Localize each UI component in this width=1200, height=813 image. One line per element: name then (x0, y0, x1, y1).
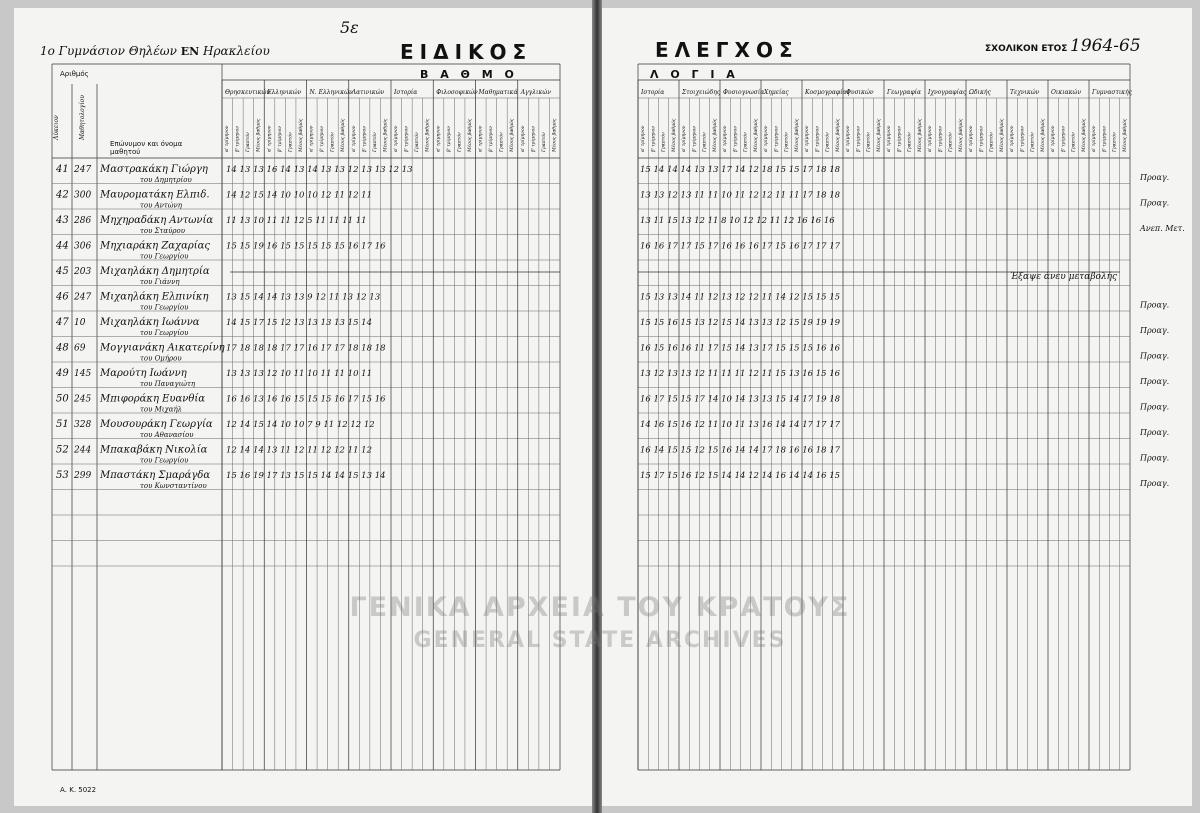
row-name-11: Μπακαβάκη Νικολία (100, 444, 208, 456)
right-subheader-11-1: β' τρίμηνον (1102, 126, 1108, 152)
left-subject-header-6: Μαθηματικά (478, 89, 518, 96)
right-subheader-11-3: Μέσος βαθμός (1122, 118, 1128, 152)
row-matholog-12: 299 (74, 471, 92, 481)
row-grades-right-5: 15 13 13 14 11 12 13 12 12 11 14 12 15 15 15 (640, 292, 841, 303)
row-note-11: Προαγ. (1140, 453, 1170, 463)
right-subheader-7-3: Μέσος βαθμός (958, 118, 964, 152)
right-subject-header-1: Στοιχειώδης (682, 89, 721, 96)
left-subheader-5-2: Γραπτόν (457, 132, 463, 152)
row-number-6: 47 (56, 317, 69, 328)
title-right: ΕΛΕΓΧΟΣ (655, 38, 799, 62)
row-name-12: Μπαστάκη Σμαράγδα (100, 470, 211, 481)
row-grades-right-9: 16 17 15 15 17 14 10 14 13 13 15 14 17 19 18 (640, 394, 841, 405)
right-subheader-11-0: α' τρίμηνον (1092, 125, 1097, 152)
row-grades-left-1: 14 12 15 14 10 10 10 12 11 12 11 (226, 190, 372, 201)
row-grades-right-2: 13 11 15 13 12 11 8 10 12 12 11 12 16 16 16 (640, 216, 835, 226)
row-name-8: Μαρούτη Ιωάννη (100, 368, 187, 379)
left-subject-header-4: Ιστορία (394, 89, 418, 96)
row-grades-right-12: 15 17 15 16 12 15 14 14 12 14 16 14 14 16 15 (640, 471, 841, 481)
right-subheader-6-2: Γραπτόν (907, 132, 913, 152)
col-lyceum: Λύκειον (53, 115, 60, 140)
right-subject-header-10: Οικιακών (1051, 89, 1082, 96)
row-number-0: 41 (56, 164, 69, 175)
right-subheader-5-0: α' τρίμηνον (846, 125, 851, 152)
right-subheader-8-2: Γραπτόν (989, 132, 995, 152)
row-father-12: του Κωνσταντίνου (140, 482, 207, 490)
left-subheader-2-0: α' τρίμηνον (309, 125, 315, 152)
watermark-english: GENERAL STATE ARCHIVES (413, 628, 787, 653)
right-subheader-10-2: Γραπτόν (1071, 132, 1077, 152)
title-left: ΕΙΔΙΚΟΣ (400, 40, 533, 64)
left-subheader-0-2: Γραπτόν (246, 132, 252, 152)
row-note-9: Προαγ. (1140, 402, 1170, 412)
row-grades-right-6: 15 15 16 15 13 12 15 14 13 13 12 15 19 19 19 (640, 318, 841, 328)
left-subheader-7-0: α' τρίμηνον (520, 125, 526, 152)
school-year: 1964-65 (1070, 36, 1141, 56)
row-grades-left-7: 17 18 18 18 17 17 16 17 17 18 18 18 (226, 343, 386, 354)
school-left-text: 1ο Γυμνάσιον Θηλέων (40, 44, 177, 58)
right-subheader-9-2: Γραπτόν (1030, 132, 1036, 152)
row-matholog-9: 245 (74, 394, 92, 405)
right-subject-header-4: Κοσμογραφίας (805, 89, 850, 96)
right-subject-header-3: Χημείας (764, 89, 789, 96)
row-grades-left-0: 14 13 13 16 14 13 14 13 13 12 13 13 12 13 (226, 165, 413, 175)
left-subheader-2-1: β' τρίμηνον (320, 126, 326, 152)
row-grades-left-3: 15 15 19 16 15 15 15 15 15 16 17 16 (226, 241, 386, 252)
right-subheader-10-1: β' τρίμηνον (1061, 126, 1067, 152)
right-subheader-0-2: Γραπτόν (661, 132, 667, 152)
left-subheader-4-0: α' τρίμηνον (394, 125, 399, 152)
row-matholog-3: 306 (74, 241, 92, 252)
row-note-10: Προαγ. (1140, 428, 1170, 437)
left-subheader-1-0: α' τρίμηνον (267, 125, 273, 152)
row-matholog-10: 328 (74, 420, 92, 430)
row-matholog-1: 300 (74, 190, 92, 201)
row-number-7: 48 (56, 342, 69, 354)
row-note-5: Προαγ. (1140, 300, 1170, 310)
row-father-8: του Παναγιώτη (140, 380, 196, 388)
row-name-4: Μιχαηλάκη Δημητρία (100, 266, 210, 277)
right-subject-header-9: Τεχνικών (1010, 89, 1040, 96)
left-subject-header-2: Ν. Ελληνικών (309, 89, 353, 96)
col-name: Επώνυμον και όνομα μαθητού (110, 140, 183, 156)
right-subheader-4-1: β' τρίμηνον (815, 126, 821, 152)
right-subject-header-5: Φυσικών (846, 89, 874, 96)
left-subject-header-1: Ελληνικών (267, 89, 302, 96)
row-name-10: Μουσουράκη Γεωργία (100, 419, 213, 430)
left-subheader-1-2: Γραπτόν (288, 132, 294, 152)
right-subheader-7-0: α' τρίμηνον (928, 125, 933, 152)
right-subject-header-6: Γεωγραφία (887, 89, 922, 96)
left-subheader-2-3: Μέσος βαθμός (341, 118, 347, 152)
mark-top: 5ε (340, 18, 359, 37)
right-subject-header-0: Ιστορία (641, 89, 665, 96)
right-subheader-3-3: Μέσος βαθμός (794, 118, 800, 152)
left-subheader-3-3: Μέσος βαθμός (383, 118, 389, 152)
col-matholog: Μαθητολογίου (79, 95, 86, 140)
right-subheader-6-3: Μέσος βαθμός (917, 118, 923, 152)
school-city-text: Ηρακλείου (202, 44, 270, 58)
right-subheader-9-0: α' τρίμηνον (1010, 125, 1015, 152)
row-grades-left-10: 12 14 15 14 10 10 7 9 11 12 12 12 (226, 420, 375, 430)
left-subheader-0-3: Μέσος βαθμός (256, 118, 262, 152)
left-subheader-6-2: Γραπτόν (499, 132, 505, 152)
right-subheader-9-1: β' τρίμηνον (1020, 126, 1026, 152)
left-subheader-1-3: Μέσος βαθμός (298, 118, 304, 152)
row-number-9: 50 (56, 393, 69, 405)
row-number-11: 52 (56, 444, 69, 456)
row-matholog-7: 69 (74, 343, 86, 354)
row-number-8: 49 (56, 368, 69, 379)
school-prep-text: ΕΝ (180, 45, 200, 58)
left-subheader-4-3: Μέσος βαθμός (425, 118, 431, 152)
watermark-greek: ΓΕΝΙΚΑ ΑΡΧΕΙΑ ΤΟΥ ΚΡΑΤΟΥΣ (349, 592, 851, 623)
row-grades-right-8: 13 12 13 13 12 11 11 11 12 11 15 13 16 15 16 (640, 369, 841, 379)
right-subheader-4-0: α' τρίμηνον (805, 125, 810, 152)
left-subheader-3-1: β' τρίμηνον (362, 126, 368, 152)
row-number-4: 45 (56, 266, 69, 277)
row-number-1: 42 (56, 189, 69, 201)
row-father-2: του Σταύρου (140, 227, 185, 235)
row-grades-left-2: 11 13 10 11 11 12 5 11 11 11 11 (226, 216, 367, 226)
row-name-3: Μηχιαράκη Ζαχαρίας (100, 240, 210, 252)
left-subheader-5-1: β' τρίμηνον (446, 126, 452, 152)
right-subheader-11-2: Γραπτόν (1112, 132, 1118, 152)
row-note-12: Προαγ. (1140, 479, 1170, 488)
right-subheader-2-2: Γραπτόν (743, 132, 749, 152)
right-subheader-1-0: α' τρίμηνον (682, 125, 687, 152)
left-subject-header-0: Θρησκευτικών (225, 89, 271, 96)
row-grades-right-10: 14 16 15 16 12 11 10 11 13 16 14 14 17 17 17 (640, 420, 841, 430)
row-grades-left-12: 15 16 19 17 13 15 15 14 14 15 13 14 (226, 471, 386, 481)
left-subheader-5-3: Μέσος βαθμός (467, 118, 473, 152)
row-name-7: Μογγιανάκη Αικατερίνη (100, 342, 225, 354)
right-subheader-2-3: Μέσος βαθμός (753, 118, 759, 152)
right-subheader-7-2: Γραπτόν (948, 132, 954, 152)
row-father-0: του Δημητρίου (140, 176, 192, 184)
row-number-3: 44 (56, 240, 69, 252)
row-note-2: Ανεπ. Μετ. (1140, 224, 1185, 233)
right-subheader-8-1: β' τρίμηνον (979, 126, 985, 152)
row-name-6: Μιχαηλάκη Ιωάννα (100, 317, 200, 328)
row-grades-left-5: 13 15 14 14 13 13 9 12 11 13 12 13 (226, 292, 381, 303)
row-father-9: του Μιχαήλ (140, 405, 183, 414)
row-note-0: Προαγ. (1140, 173, 1170, 182)
row-grades-left-9: 16 16 13 16 16 15 15 15 16 17 15 16 (226, 394, 386, 405)
row-name-1: Μαυροματάκη Ελπιδ. (100, 189, 210, 201)
left-subject-header-3: Λατινικών (351, 89, 385, 96)
row-father-7: του Ομήρου (140, 354, 182, 363)
right-subheader-3-2: Γραπτόν (784, 132, 790, 152)
row-matholog-6: 10 (74, 318, 86, 328)
row-matholog-2: 286 (74, 216, 92, 226)
left-subheader-6-0: α' τρίμηνον (478, 125, 484, 152)
left-subheader-7-2: Γραπτόν (541, 132, 547, 152)
right-subheader-8-3: Μέσος βαθμός (999, 118, 1005, 152)
left-subheader-3-0: α' τρίμηνον (351, 125, 357, 152)
row-father-6: του Γεωργίου (140, 329, 189, 337)
row-father-5: του Γεωργίου (140, 303, 189, 312)
row-father-1: του Αντώνη (140, 201, 182, 210)
left-subheader-5-0: α' τρίμηνον (436, 125, 442, 152)
left-subheader-6-1: β' τρίμηνον (489, 126, 495, 152)
row-number-12: 53 (56, 470, 69, 481)
row-grades-right-0: 15 14 14 14 13 13 17 14 12 18 15 15 17 18 18 (640, 165, 841, 175)
section-vathmo: Β Α Θ Μ Ο (420, 68, 518, 81)
right-subheader-10-0: α' τρίμηνον (1051, 125, 1056, 152)
left-subheader-6-3: Μέσος βαθμός (510, 118, 516, 152)
right-subheader-5-2: Γραπτόν (866, 132, 872, 152)
left-subheader-2-2: Γραπτόν (330, 132, 336, 152)
right-subheader-1-3: Μέσος βαθμός (712, 118, 718, 152)
row-note-1: Προαγ. (1140, 198, 1170, 208)
right-subheader-7-1: β' τρίμηνον (938, 126, 944, 152)
right-subheader-3-1: β' τρίμηνον (774, 126, 780, 152)
row-grades-right-7: 16 15 16 16 11 17 15 14 13 17 15 15 15 16 16 (640, 343, 841, 354)
col-arithmos: Αριθμός (60, 70, 89, 78)
row-father-10: του Αθανασίου (140, 431, 194, 439)
row-grades-left-11: 12 14 14 13 11 12 11 12 12 11 12 (226, 445, 372, 456)
row-name-2: Μηχηραδάκη Αντωνία (100, 215, 214, 226)
row-father-3: του Γεωργίου (140, 252, 189, 261)
left-subheader-7-1: β' τρίμηνον (531, 126, 537, 152)
right-subheader-6-0: α' τρίμηνον (887, 125, 892, 152)
right-subheader-2-1: β' τρίμηνον (733, 126, 739, 152)
right-subheader-2-0: α' τρίμηνον (723, 125, 728, 152)
row-number-2: 43 (56, 215, 69, 226)
row-note-4: Έξαψε άνευ μεταβολής (1010, 272, 1118, 282)
right-subject-header-2: Φυσιογνωσία (723, 89, 765, 96)
right-subheader-6-1: β' τρίμηνον (897, 126, 903, 152)
row-matholog-11: 244 (74, 445, 92, 456)
row-father-4: του Γιάννη (140, 278, 180, 286)
right-subheader-1-1: β' τρίμηνον (692, 126, 698, 152)
right-subheader-0-3: Μέσος βαθμός (671, 118, 677, 152)
school-year-label: ΣΧΟΛΙΚΟΝ ΕΤΟΣ (985, 44, 1068, 54)
row-grades-left-8: 13 13 13 12 10 11 10 11 11 10 11 (226, 369, 372, 379)
left-subheader-7-3: Μέσος βαθμός (552, 118, 558, 152)
row-grades-right-3: 16 16 17 17 15 17 16 16 16 17 15 16 17 17 17 (640, 241, 841, 252)
row-matholog-4: 203 (74, 267, 92, 277)
right-subject-header-7: Ιχνογραφίας (928, 89, 967, 96)
right-subheader-5-3: Μέσος βαθμός (876, 118, 882, 152)
left-subheader-4-1: β' τρίμηνον (404, 126, 410, 152)
footer-code: Α. Κ. 5022 (60, 786, 97, 794)
row-name-0: Μαστρακάκη Γιώργη (100, 164, 208, 175)
row-name-9: Μπιφοράκη Ευανθία (100, 393, 206, 405)
row-grades-right-11: 16 14 15 15 12 15 16 14 14 17 18 16 16 18 17 (640, 445, 841, 456)
row-note-8: Προαγ. (1140, 377, 1170, 386)
row-number-10: 51 (56, 419, 69, 430)
row-grades-right-1: 13 13 12 13 11 11 10 11 12 12 11 11 17 18 18 (640, 190, 841, 201)
row-note-7: Προαγ. (1140, 351, 1170, 361)
right-subheader-9-3: Μέσος βαθμός (1040, 118, 1046, 152)
right-subheader-0-1: β' τρίμηνον (651, 126, 657, 152)
left-subheader-0-1: β' τρίμηνον (235, 126, 241, 152)
right-subheader-5-1: β' τρίμηνον (856, 126, 862, 152)
left-subject-header-5: Φιλοσοφικών (436, 89, 478, 96)
left-subheader-0-0: α' τρίμηνον (225, 125, 230, 152)
row-number-5: 46 (56, 291, 69, 303)
right-subheader-10-3: Μέσος βαθμός (1081, 118, 1087, 152)
row-matholog-0: 247 (74, 165, 92, 175)
row-matholog-5: 247 (74, 292, 92, 303)
left-subject-header-7: Αγγλικών (520, 89, 551, 96)
row-grades-left-6: 14 15 17 15 12 13 13 13 13 15 14 (226, 318, 372, 328)
right-subheader-0-0: α' τρίμηνον (641, 125, 646, 152)
right-subheader-8-0: α' τρίμηνον (969, 125, 974, 152)
left-subheader-1-1: β' τρίμηνον (277, 126, 283, 152)
row-father-11: του Γεωργίου (140, 456, 189, 465)
right-subheader-4-3: Μέσος βαθμός (835, 118, 841, 152)
right-subject-header-11: Γυμναστικής (1092, 89, 1133, 96)
right-subheader-1-2: Γραπτόν (702, 132, 708, 152)
right-subheader-4-2: Γραπτόν (825, 132, 831, 152)
right-subheader-3-0: α' τρίμηνον (764, 125, 769, 152)
row-note-6: Προαγ. (1140, 326, 1170, 335)
left-subheader-4-2: Γραπτόν (415, 132, 421, 152)
row-matholog-8: 145 (74, 369, 92, 379)
right-subject-header-8: Ωδικής (969, 89, 991, 96)
section-logia: Λ Ο Γ Ι Α (650, 68, 739, 81)
row-name-5: Μιχαηλάκη Ελπινίκη (100, 291, 209, 303)
left-subheader-3-2: Γραπτόν (372, 132, 378, 152)
